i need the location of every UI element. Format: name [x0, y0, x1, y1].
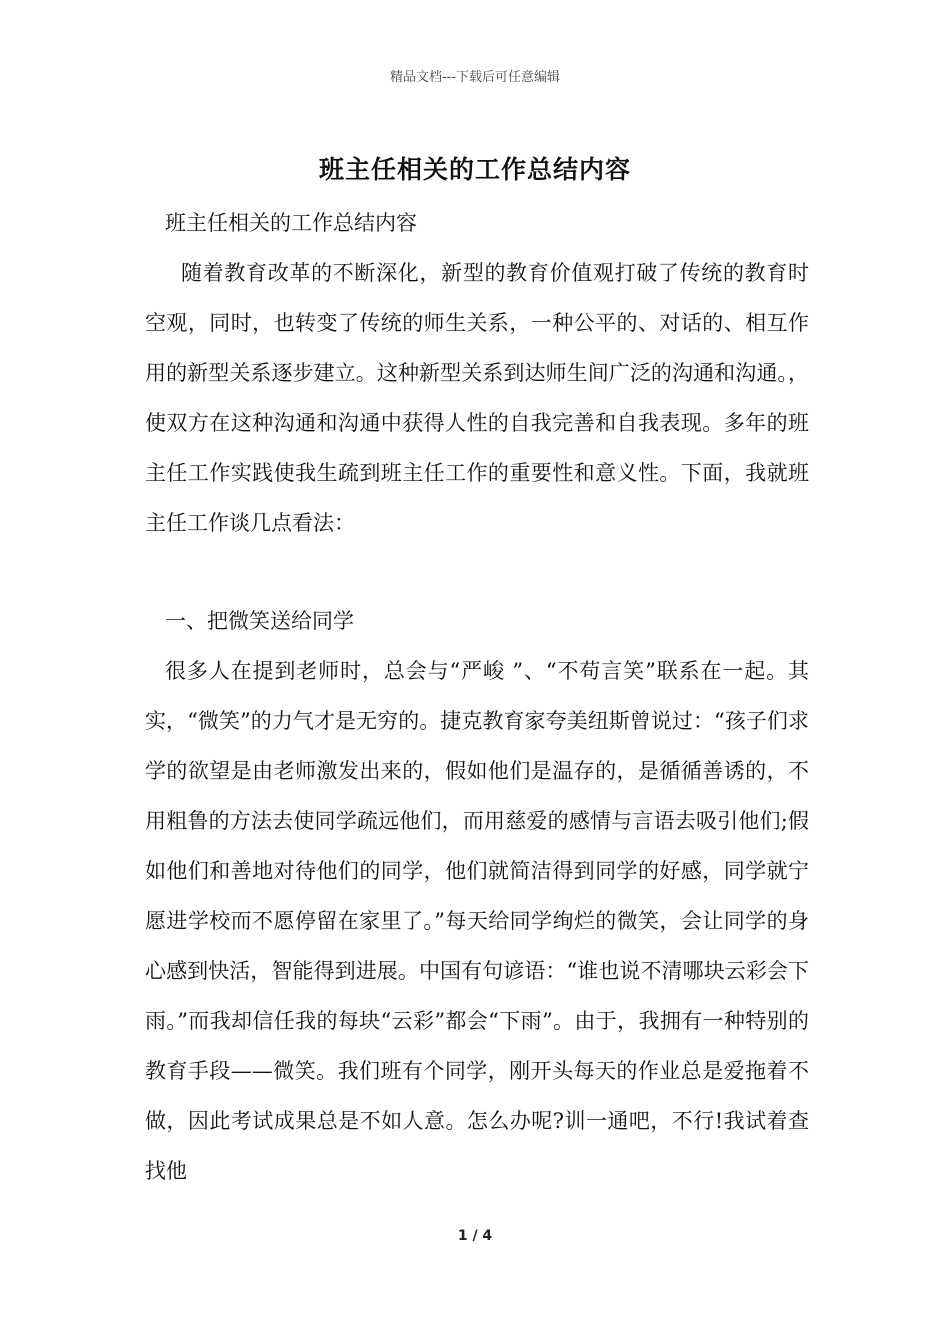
document-subtitle: 班主任相关的工作总结内容	[165, 211, 417, 235]
page-header: 精品文档---下载后可任意编辑	[389, 70, 561, 85]
page-number: 1 / 4	[457, 1228, 493, 1244]
paragraph-intro: 随着教育改革的不断深化，新型的教育价值观打破了传统的教育时空观，同时，也转变了传统的师生关系，一种公平的、对话的、相互作用的新型关系逐步建立。这种新型关系到达师生间广泛的沟通和沟通。，使双方在这种沟通和沟通中获得人性的自我完善和自我表现。多年的班主任工作实践使我生疏到班主任工作的重要性和意义性。下面，我就班主任工作谈几点看法：	[145, 261, 809, 535]
paragraph-smile: 很多人在提到老师时，总会与“严峻 ”、“不苟言笑”联系在一起。其实，“微笑”的力气才是无穷的。捷克教育家夸美纽斯曾说过：“孩子们求学的欲望是由老师激发出来的，假如他们是温存的，是循循善诱的，不用粗鲁的方法去使同学疏远他们，而用慈爱的感情与言语去吸引他们;假如他们和善地对待他们的同学，他们就简洁得到同学的好感，同学就宁愿进学校而不愿停留在家里了。”每天给同学绚烂的微笑，会让同学的身心感到快活，智能得到进展。中国有句谚语：“谁也说不清哪块云彩会下雨。”而我却信任我的每块“云彩”都会“下雨”。由于，我拥有一种特别的教育手段——微笑。我们班有个同学，刚开头每天的作业总是爱拖着不做，因此考试成果总是不如人意。怎么办呢?训一通吧，不行!我试着查找他	[145, 659, 809, 1183]
section-heading: 一、把微笑送给同学	[165, 609, 354, 633]
document-title: 班主任相关的工作总结内容	[318, 155, 631, 184]
